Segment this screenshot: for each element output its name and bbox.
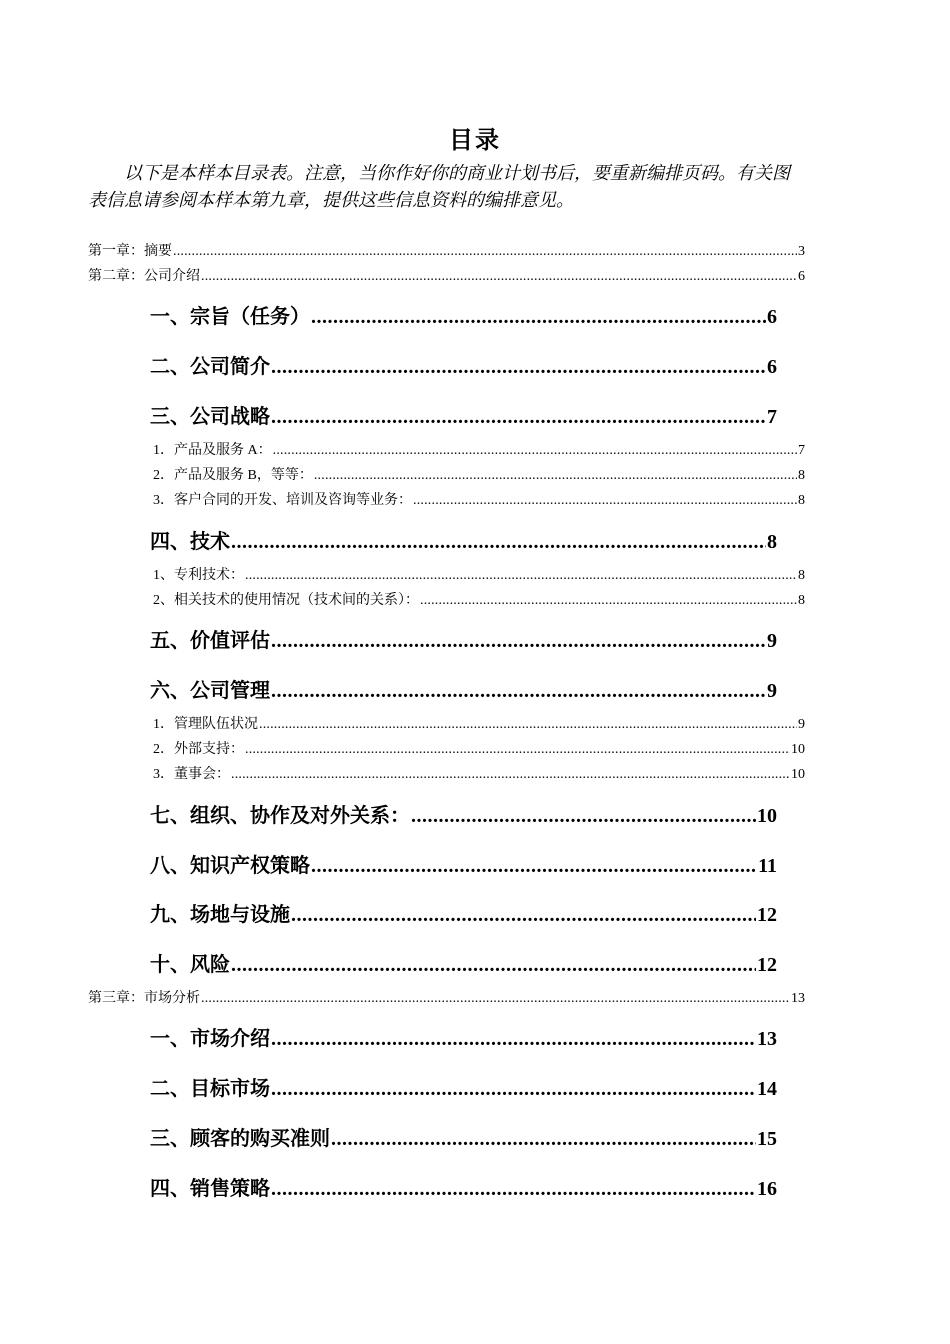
toc-entry[interactable] (150, 624, 777, 653)
toc-leader-dots (271, 1078, 756, 1101)
toc-entry-title: 七、组织、协作及对外关系： (150, 805, 410, 827)
toc-entry[interactable] (150, 525, 777, 554)
toc-entry[interactable] (150, 400, 777, 429)
toc-entry[interactable] (153, 589, 805, 609)
toc-page-number: 8 (798, 493, 805, 508)
toc-leader-dots (291, 904, 756, 927)
toc-entry[interactable] (150, 350, 777, 379)
toc-page-number: 3 (798, 244, 805, 259)
toc-entry-title: 九、场地与设施 (150, 904, 290, 926)
toc-entry-title: 二、目标市场 (150, 1078, 270, 1100)
toc-page-number: 10 (791, 742, 805, 757)
toc-page-number: 7 (798, 443, 805, 458)
page-title: 目录 (449, 128, 501, 154)
toc-leader-dots (231, 767, 790, 783)
toc-entry[interactable] (150, 1072, 777, 1101)
toc-leader-dots (420, 593, 797, 609)
toc-entry[interactable] (150, 1122, 777, 1151)
toc-page-number: 16 (757, 1178, 777, 1200)
toc-page-number: 9 (767, 630, 777, 652)
toc-leader-dots (271, 356, 766, 379)
toc-page-number: 8 (798, 568, 805, 583)
toc-entry-title: 2．外部支持： (153, 742, 244, 757)
toc-entry-title: 第二章：公司介绍 (88, 269, 200, 284)
toc-entry-title: 第三章：市场分析 (88, 991, 200, 1006)
toc-entry[interactable] (150, 300, 777, 329)
toc-entry[interactable] (150, 799, 777, 828)
toc-leader-dots (245, 568, 797, 584)
toc-entry[interactable] (150, 674, 777, 703)
toc-entry[interactable] (153, 489, 805, 509)
toc-entry[interactable] (153, 464, 805, 484)
toc-page-number: 6 (767, 356, 777, 378)
toc-leader-dots (271, 406, 766, 429)
toc-page-number: 9 (767, 680, 777, 702)
toc-entry-title: 四、销售策略 (150, 1178, 270, 1200)
toc-entry[interactable] (153, 713, 805, 733)
toc-entry-title: 3．客户合同的开发、培训及咨询等业务： (153, 493, 412, 508)
toc-entry-title: 1．产品及服务 A： (153, 443, 272, 458)
toc-leader-dots (271, 1178, 756, 1201)
toc-leader-dots (271, 1028, 756, 1051)
toc-entry[interactable] (153, 439, 805, 459)
toc-leader-dots (201, 991, 790, 1007)
toc-entry-title: 1．管理队伍状况 (153, 717, 258, 732)
toc-entry[interactable] (88, 240, 805, 260)
toc-entry-title: 十、风险 (150, 954, 230, 976)
toc-page-number: 10 (757, 805, 777, 827)
toc-leader-dots (231, 954, 756, 977)
toc-entry[interactable] (150, 1172, 777, 1201)
toc-leader-dots (273, 443, 797, 459)
toc-entry[interactable] (150, 849, 777, 878)
toc-page-number: 8 (798, 468, 805, 483)
toc-entry[interactable] (153, 763, 805, 783)
toc-leader-dots (311, 306, 766, 329)
toc-entry-title: 2．产品及服务 B，等等： (153, 468, 313, 483)
toc-page-number: 12 (757, 954, 777, 976)
toc-entry-title: 三、顾客的购买准则 (150, 1128, 330, 1150)
toc-entry-title: 五、价值评估 (150, 630, 270, 652)
toc-leader-dots (259, 717, 797, 733)
toc-entry[interactable] (153, 738, 805, 758)
toc-entry[interactable] (153, 564, 805, 584)
toc-page-number: 9 (798, 717, 805, 732)
toc-leader-dots (245, 742, 790, 758)
toc-entry-title: 第一章：摘要 (88, 244, 172, 259)
toc-entry-title: 六、公司管理 (150, 680, 270, 702)
toc-entry[interactable] (88, 987, 805, 1007)
toc-page-number: 14 (757, 1078, 777, 1100)
toc-page-number: 8 (798, 593, 805, 608)
toc-leader-dots (411, 805, 756, 828)
toc-leader-dots (413, 493, 797, 509)
toc-leader-dots (271, 680, 766, 703)
toc-entry-title: 八、知识产权策略 (150, 855, 310, 877)
toc-entry-title: 一、宗旨（任务） (150, 306, 310, 328)
toc-page-number: 13 (757, 1028, 777, 1050)
toc-leader-dots (201, 269, 797, 285)
toc-entry[interactable] (150, 898, 777, 927)
toc-page-number: 6 (767, 306, 777, 328)
toc-leader-dots (331, 1128, 756, 1151)
toc-entry[interactable] (88, 265, 805, 285)
toc-page-number: 11 (758, 855, 777, 877)
toc-entry[interactable] (150, 1022, 777, 1051)
toc-page-number: 13 (791, 991, 805, 1006)
toc-leader-dots (231, 531, 766, 554)
toc-entry-title: 四、技术 (150, 531, 230, 553)
toc-entry[interactable] (150, 948, 777, 977)
toc-page-number: 7 (767, 406, 777, 428)
toc-leader-dots (311, 855, 757, 878)
toc-leader-dots (314, 468, 797, 484)
toc-leader-dots (271, 630, 766, 653)
toc-entry-title: 3．董事会： (153, 767, 230, 782)
toc-page-number: 10 (791, 767, 805, 782)
toc-entry-title: 1、专利技术： (153, 568, 244, 583)
toc-page-number: 6 (798, 269, 805, 284)
toc-page-number: 8 (767, 531, 777, 553)
toc-page-number: 15 (757, 1128, 777, 1150)
toc-page-number: 12 (757, 904, 777, 926)
toc-entry-title: 二、公司简介 (150, 356, 270, 378)
toc-entry-title: 2、相关技术的使用情况（技术间的关系）： (153, 593, 419, 608)
toc-leader-dots (173, 244, 797, 260)
toc-entry-title: 三、公司战略 (150, 406, 270, 428)
intro-paragraph: 以下是本样本目录表。注意，当你作好你的商业计划书后，要重新编排页码。有关图表信息请参阅本样本第九章，提供这些信息资料的编排意见。 (88, 163, 790, 210)
toc-entry-title: 一、市场介绍 (150, 1028, 270, 1050)
